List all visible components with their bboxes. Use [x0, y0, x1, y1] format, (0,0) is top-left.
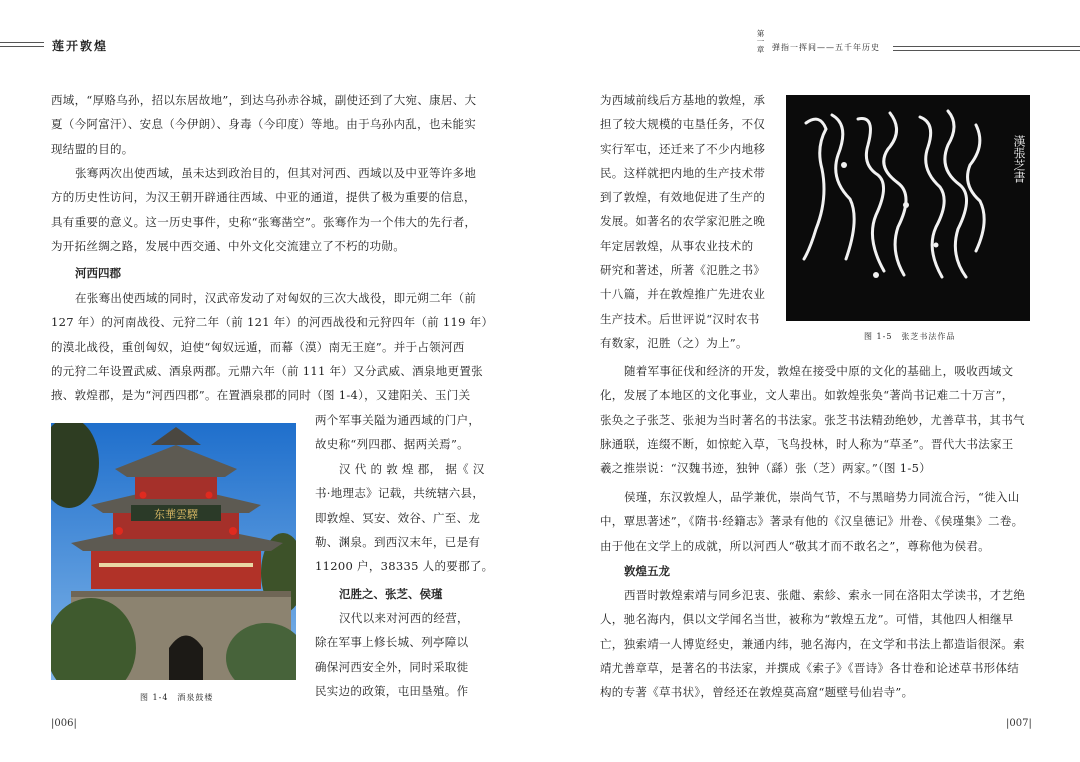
- calligraphy-signature: 漢張芝書: [1012, 135, 1026, 183]
- text-line: 为西域前线后方基地的敦煌，承: [600, 93, 766, 107]
- text-line: 汉代以来对河西的经营，: [339, 611, 469, 625]
- right-paragraph-4: [600, 583, 1025, 704]
- text-line: 夏（今阿富汗）、安息（今伊朗）、身毒（今印度）等地。由于乌孙内乱，也未能实: [51, 117, 477, 132]
- chapter-number: [756, 30, 765, 54]
- text-line: 生产技术。后世评说“汉时农书: [600, 311, 760, 326]
- text-line: 127 年）的河南战役、元狩二年（前 121 年）的河西战役和元狩四年（前 119 年）: [51, 315, 494, 330]
- left-paragraph-5: [315, 606, 469, 703]
- text-line: 张骞两次出使西域，虽未达到政治目的，但其对河西、西域以及中亚等许多地: [75, 166, 477, 180]
- text-line: 发展。如著名的农学家氾胜之晚: [600, 214, 766, 229]
- text-line: 汉 代 的 敦 煌 郡， 据《 汉: [339, 462, 485, 476]
- drum-tower-photo: [51, 423, 296, 680]
- text-line: 化，发展了本地区的文化事业，文人辈出。如敦煌张奂“著尚书记难二十万言”，: [600, 388, 1014, 403]
- section-heading: 敦煌五龙: [624, 564, 670, 578]
- left-paragraph-2: [51, 161, 476, 258]
- text-line: 年定居敦煌，从事农业技术的: [600, 238, 754, 253]
- text-line: 研究和著述，所著《氾胜之书》: [600, 263, 766, 278]
- text-line: 十八篇，并在敦煌推广先进农业: [600, 287, 766, 302]
- page-number-left: |006|: [51, 718, 77, 729]
- tower-sign: 东華雲驛: [154, 508, 198, 521]
- header-decoration-left: [0, 42, 44, 50]
- text-line: 实行军屯，还迁来了不少内地移: [600, 141, 766, 156]
- figure-caption-1-5: 图 1-5 张芝书法作品: [864, 332, 956, 341]
- text-line: 即敦煌、冥安、效谷、广至、龙: [315, 510, 481, 525]
- left-paragraph-4: [315, 457, 493, 578]
- text-line: 11200 户，38335 人的要郡了。: [315, 559, 494, 574]
- left-paragraph-3-continued: [315, 408, 480, 457]
- text-line: 两个军事关隘为通西域的门户，: [315, 413, 481, 427]
- text-line: 担了较大规模的屯垦任务，不仅: [600, 117, 766, 132]
- text-line: 现结盟的目的。: [51, 141, 134, 156]
- text-line: 脉通联，连缀不断，如惊蛇入草，飞鸟投林，时人称为“草圣”。晋代大书法家王: [600, 436, 1014, 451]
- chapter-title: 弹指一挥间——五千年历史: [772, 43, 880, 52]
- text-line: 书·地理志》记载，共统辖六县，: [315, 486, 485, 501]
- figure-caption-1-4: 图 1-4 酒泉鼓楼: [140, 693, 214, 702]
- text-line: 除在军事上修长城、列亭障以: [315, 635, 469, 650]
- text-line: 有数家，氾胜（之）为上”。: [600, 335, 748, 350]
- text-line: 在张骞出使西域的同时，汉武帝发动了对匈奴的三次大战役，即元朔二年（前: [75, 291, 477, 305]
- left-paragraph-3: [51, 286, 493, 407]
- calligraphy-image: [786, 95, 1030, 321]
- text-line: 随着军事征伐和经济的开发，敦煌在接受中原的文化的基础上，吸收西域文: [624, 364, 1014, 378]
- chapter-char: 一: [756, 37, 765, 46]
- page-number-right: |007|: [1006, 718, 1032, 729]
- text-line: 掖、敦煌郡，是为“河西四郡”。在置酒泉郡的同时（图 1-4），又建阳关、玉门关: [51, 388, 471, 403]
- text-line: 确保河西安全外，同时采取徙: [315, 659, 469, 674]
- text-line: 羲之推崇说：“汉魏书迹，独钟（繇）张（芝）两家。”（图 1-5）: [600, 461, 932, 476]
- book-title: 莲开敦煌: [52, 39, 109, 53]
- text-line: 到了敦煌，有效地促进了生产的: [600, 190, 766, 205]
- text-line: 民实边的政策，屯田垦殖。作: [315, 683, 469, 698]
- text-line: 靖尤善章草，是著名的书法家，并撰成《索子》《晋诗》各廿卷和论述草书形体结: [600, 660, 1020, 675]
- text-line: 张奂之子张芝、张昶为当时著名的书法家。张芝书法精劲绝妙，尤善草书，其书气: [600, 412, 1025, 427]
- right-paragraph-3: [600, 485, 1023, 558]
- text-line: 故史称“列四郡、据两关焉”。: [315, 437, 469, 452]
- text-line: 勒、渊泉。到西汉末年，已是有: [315, 534, 481, 549]
- text-line: 的元狩二年设置武威、酒泉两郡。元鼎六年（前 111 年）又分武威、酒泉地更置张: [51, 363, 483, 378]
- text-line: 中，覃思著述”，《隋书·经籍志》著录有他的《汉皇德记》卅卷、《侯瑾集》二卷。: [600, 514, 1024, 529]
- text-line: 民。这样就把内地的生产技术带: [600, 165, 766, 180]
- chapter-char: 第: [756, 29, 765, 38]
- text-line: 方的历史性访问，为汉王朝开辟通往西域、中亚的通道，提供了极为重要的信息，: [51, 190, 476, 205]
- text-line: 构的专著《草书状》，曾经还在敦煌莫高窟“题壁号仙岩寺”。: [600, 685, 914, 700]
- text-line: 侯瑾，东汉敦煌人，品学兼优，崇尚气节，不与黑暗势力同流合污，“徙入山: [624, 490, 1020, 504]
- text-line: 的漠北战役，重创匈奴，迫使“匈奴远遁，而幕（漠）南无王庭”。并于占领河西: [51, 339, 465, 354]
- right-paragraph-2: [600, 359, 1025, 480]
- text-line: 西域，“厚赂乌孙，招以东居故地”，到达乌孙赤谷城，副使还到了大宛、康居、大: [51, 93, 477, 107]
- header-decoration-right: [893, 46, 1080, 54]
- text-line: 由于他在文学上的成就，所以河西人“敬其才而不敢名之”，尊称他为侯君。: [600, 538, 990, 553]
- text-line: 亡，独索靖一人博览经史，兼通内纬，驰名海内，在文学和书法上都造诣很深。索: [600, 636, 1025, 651]
- left-paragraph-1: [51, 88, 476, 161]
- section-heading: 河西四郡: [75, 266, 121, 280]
- text-line: 西晋时敦煌索靖与同乡氾衷、张甝、索紾、索永一同在洛阳太学读书，才艺绝: [624, 588, 1026, 602]
- text-line: 人，驰名海内，俱以文学闻名当世，被称为“敦煌五龙”。可惜，其他四人相继早: [600, 612, 1014, 627]
- text-line: 为开拓丝绸之路，发展中西交通、中外文化交流建立了不朽的功勋。: [51, 238, 405, 253]
- text-line: 具有重要的意义。这一历史事件，史称“张骞凿空”。张骞作为一个伟大的先行者，: [51, 214, 477, 229]
- right-paragraph-1: [600, 88, 765, 355]
- section-heading: 氾胜之、张芝、侯瑾: [339, 587, 443, 601]
- chapter-char: 章: [756, 45, 765, 54]
